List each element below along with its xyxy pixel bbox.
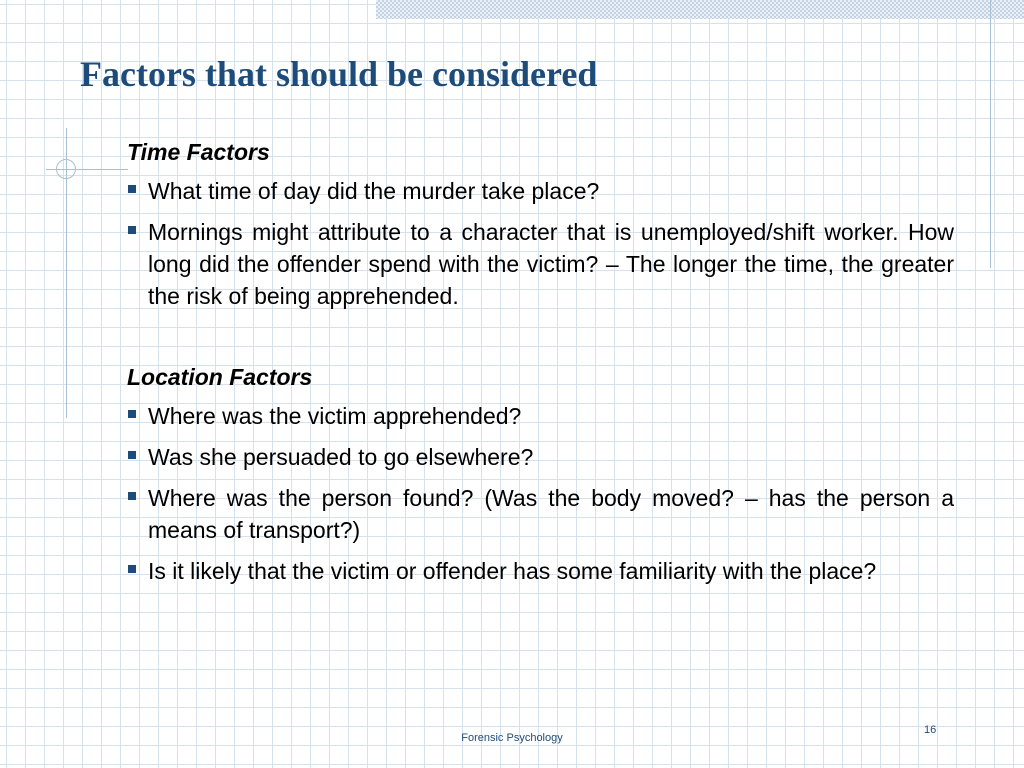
square-bullet-icon [128, 185, 136, 193]
decorative-circle [56, 159, 76, 179]
section-location-factors [127, 362, 954, 587]
bullet-text: Where was the victim apprehended? [148, 403, 522, 429]
bullet-text: Mornings might attribute to a character that is unemployed/shift worker. How long did the offender spend with the victim? – The longer the time, the greater the risk of being apprehended. [148, 219, 954, 309]
bullet-item [127, 555, 954, 587]
bullet-item [127, 400, 954, 432]
square-bullet-icon [128, 226, 136, 234]
slide-title: Factors that should be considered [80, 54, 598, 94]
section-spacer [127, 321, 954, 362]
bullet-item [127, 216, 954, 312]
section-heading: Time Factors [127, 139, 270, 165]
header-pattern-band [376, 0, 1024, 19]
decorative-line-right [990, 0, 991, 268]
footer-label: Forensic Psychology [461, 732, 563, 744]
bullet-text: Is it likely that the victim or offender has some familiarity with the place? [148, 558, 877, 584]
section-heading: Location Factors [127, 364, 313, 390]
slide-content [127, 137, 954, 596]
page-number: 16 [924, 724, 937, 736]
bullet-item [127, 175, 954, 207]
square-bullet-icon [128, 492, 136, 500]
square-bullet-icon [128, 410, 136, 418]
section-time-factors [127, 137, 954, 312]
bullet-text: Where was the person found? (Was the body moved? – has the person a means of transport?) [148, 485, 954, 543]
bullet-text: What time of day did the murder take place? [148, 178, 600, 204]
square-bullet-icon [128, 565, 136, 573]
square-bullet-icon [128, 451, 136, 459]
bullet-text: Was she persuaded to go elsewhere? [148, 444, 534, 470]
bullet-item [127, 441, 954, 473]
bullet-item [127, 482, 954, 546]
